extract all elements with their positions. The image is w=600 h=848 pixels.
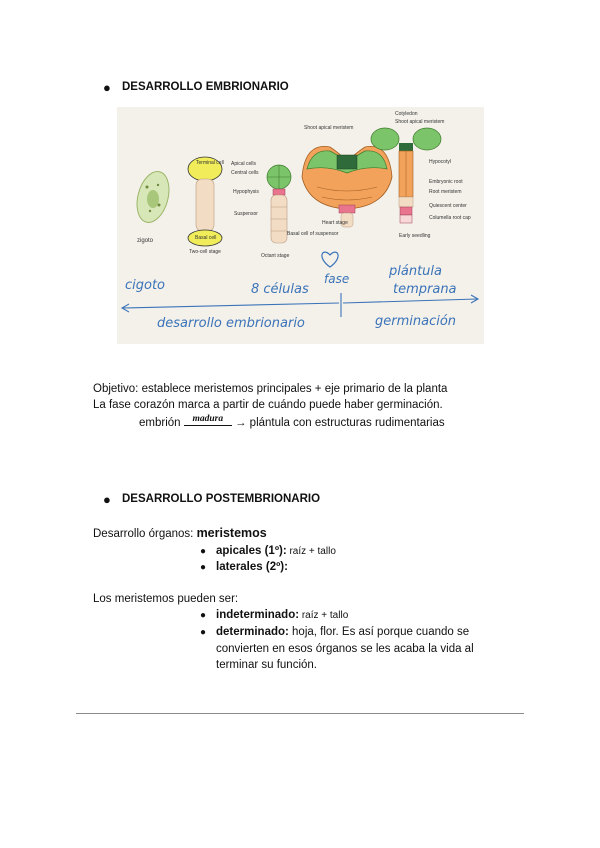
terminal-cell-label: Terminal cell bbox=[196, 160, 224, 166]
embryo-development-figure bbox=[117, 107, 484, 344]
hypocotyl-label: Hypocotyl bbox=[429, 159, 451, 165]
list-item bbox=[200, 543, 336, 560]
list-item-continuation: terminar su función. bbox=[216, 659, 317, 671]
arrow-left-line bbox=[123, 303, 339, 308]
suspensor-label: Suspensor bbox=[234, 211, 258, 217]
objective-paragraph bbox=[93, 381, 533, 413]
bullet-icon: ● bbox=[103, 492, 111, 507]
root-meristem-label: Root meristem bbox=[429, 189, 462, 195]
organs-intro-bold: meristemos bbox=[196, 526, 267, 540]
list-item-text: raíz + tallo bbox=[286, 546, 336, 557]
shoot-apical-meristem-label: Shoot apical meristem bbox=[304, 125, 354, 131]
list-item-text: raíz + tallo bbox=[299, 610, 349, 621]
shoot-apical-meristem-2-label: Shoot apical meristem bbox=[395, 119, 445, 125]
list-item bbox=[200, 607, 348, 624]
list-item-bold: determinado: bbox=[216, 626, 289, 638]
quiescent-center-label: Quiescent center bbox=[429, 203, 467, 209]
objective-line: Objetivo: establece meristemos principales + eje primario de la planta bbox=[93, 383, 448, 395]
heart-phase-line: La fase corazón marca a partir de cuándo puede haber germinación. bbox=[93, 399, 443, 411]
list-item-continuation: convierten en esos órganos se les acaba la vida al bbox=[216, 643, 474, 655]
hand-fase: fase bbox=[324, 272, 350, 286]
columella-label: Columella root cap bbox=[429, 215, 471, 221]
central-cells-label: Central cells bbox=[231, 170, 259, 176]
organs-intro bbox=[93, 525, 267, 542]
organs-intro-text: Desarrollo órganos: bbox=[93, 528, 197, 540]
equation-right: plántula con estructuras rudimentarias bbox=[249, 417, 445, 430]
bullet-icon: ● bbox=[200, 562, 207, 573]
fraction-line bbox=[184, 425, 232, 426]
heart-stage-illustration bbox=[302, 146, 392, 227]
list-item-bold: apicales (1º): bbox=[216, 545, 287, 557]
zygote-label: zigoto bbox=[137, 238, 154, 244]
equation-fraction bbox=[184, 414, 232, 432]
types-intro: Los meristemos pueden ser: bbox=[93, 593, 239, 605]
list-item bbox=[200, 559, 288, 576]
two-cell-stage-label: Two-cell stage bbox=[189, 249, 221, 255]
section-title-postembrionario: DESARROLLO POSTEMBRIONARIO bbox=[122, 493, 321, 505]
basal-cell-suspensor-label: Basal cell of suspensor bbox=[287, 231, 339, 237]
embryonic-root-label: Embryonic root bbox=[429, 179, 463, 185]
hand-plantula: plántula bbox=[389, 264, 442, 279]
octant-stage-label: Octant stage bbox=[261, 253, 290, 259]
arrow-right-line bbox=[343, 299, 477, 303]
hand-temprana: temprana bbox=[393, 282, 457, 297]
hand-8-celulas: 8 células bbox=[251, 282, 309, 297]
equation bbox=[139, 414, 445, 432]
hypophysis-label: Hypophysis bbox=[233, 189, 259, 195]
bullet-icon: ● bbox=[200, 627, 207, 638]
heart-icon bbox=[322, 252, 338, 267]
bullet-icon: ● bbox=[200, 546, 207, 557]
two-cell-illustration bbox=[188, 157, 222, 246]
zygote-illustration bbox=[132, 168, 174, 226]
cotyledon-label: Cotyledon bbox=[395, 111, 418, 117]
early-seedling-label: Early seedling bbox=[399, 233, 431, 239]
list-item-bold: laterales (2º): bbox=[216, 561, 288, 573]
page-divider bbox=[76, 713, 524, 714]
bullet-icon: ● bbox=[103, 80, 111, 95]
bullet-icon: ● bbox=[200, 610, 207, 621]
apical-cells-label: Apical cells bbox=[231, 161, 257, 167]
hand-cigoto: cigoto bbox=[125, 278, 166, 293]
basal-cell-label: Basal cell bbox=[195, 235, 217, 241]
embryo-diagram bbox=[117, 107, 484, 344]
list-item bbox=[200, 624, 520, 673]
hand-desarrollo: desarrollo embrionario bbox=[157, 316, 305, 331]
section-title-embrionario: DESARROLLO EMBRIONARIO bbox=[122, 81, 289, 93]
heart-stage-label: Heart stage bbox=[322, 220, 348, 226]
hand-germinacion: germinación bbox=[375, 314, 457, 329]
equation-over-arrow: madura bbox=[192, 414, 224, 424]
equation-left: embrión bbox=[139, 417, 181, 430]
list-item-text: hoja, flor. Es así porque cuando se bbox=[288, 626, 470, 638]
list-item-bold: indeterminado: bbox=[216, 609, 300, 621]
arrow-icon: → bbox=[234, 417, 247, 430]
